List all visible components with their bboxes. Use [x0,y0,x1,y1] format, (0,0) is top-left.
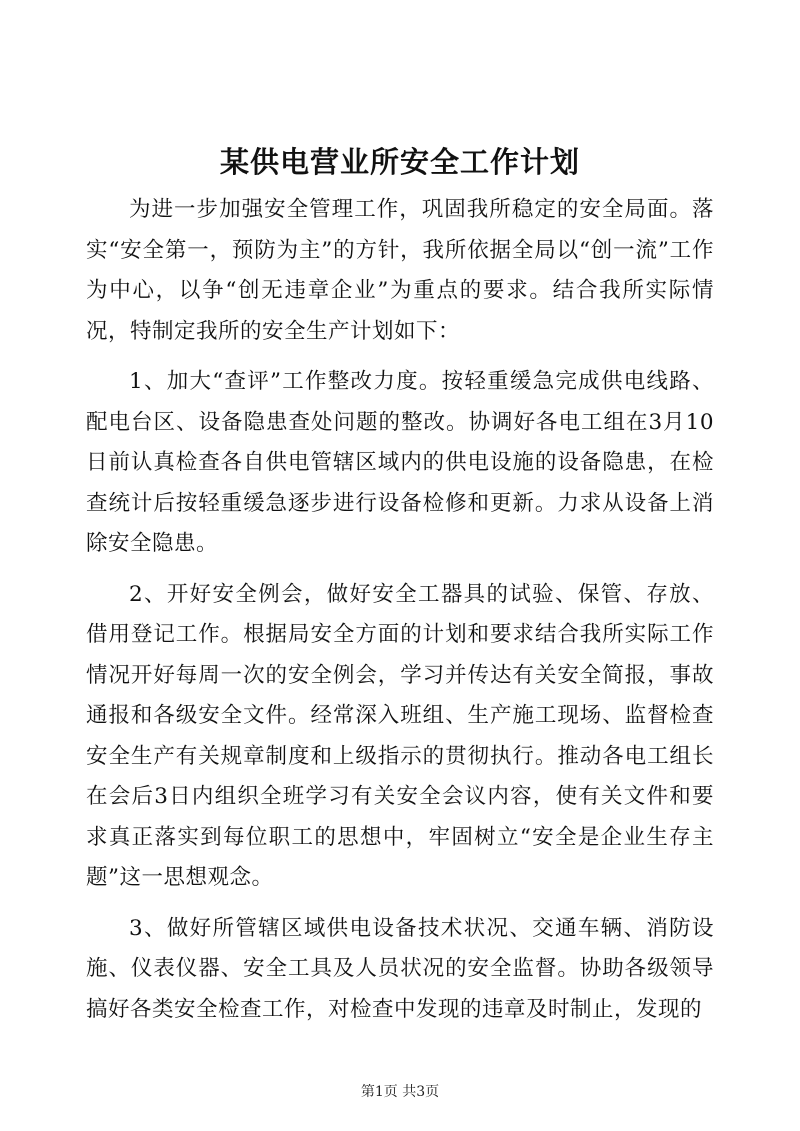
item-2-paragraph: 2、开好安全例会，做好安全工器具的试验、保管、存放、借用登记工作。根据局安全方面的计划和要求结合我所实际工作情况开好每周一次的安全例会，学习并传达有关安全简报，事故通报和各级安全文件。经常深入班组、生产施工现场、监督检查安全生产有关规章制度和上级指示的贯彻执行。推动各电工组长在会后3日内组织全班学习有关安全会议内容，使有关文件和要求真正落实到每位职工的思想中，牢固树立“安全是企业生存主题”这一思想观念。 [86,581,714,890]
intro-paragraph: 为进一步加强安全管理工作，巩固我所稳定的安全局面。落实“安全第一，预防为主”的方针，我所依据全局以“创一流”工作为中心，以争“创无违章企业”为重点的要求。结合我所实际情况，特制定我所的安全生产计划如下： [86,197,714,344]
document-body [86,190,714,1040]
page-number-footer: 第1页 共3页 [360,1084,440,1100]
document-title: 某供电营业所安全工作计划 [219,145,580,179]
item-3-paragraph: 3、做好所管辖区域供电设备技术状况、交通车辆、消防设施、仪表仪器、安全工具及人员状况的安全监督。协助各级领导搞好各类安全检查工作，对检查中发现的违章及时制止，发现的 [86,915,714,1022]
item-1-paragraph: 1、加大“查评”工作整改力度。按轻重缓急完成供电线路、配电台区、设备隐患查处问题的整改。协调好各电工组在3月10日前认真检查各自供电管辖区域内的供电设施的设备隐患，在检查统计后按轻重缓急逐步进行设备检修和更新。力求从设备上消除安全隐患。 [86,369,714,556]
